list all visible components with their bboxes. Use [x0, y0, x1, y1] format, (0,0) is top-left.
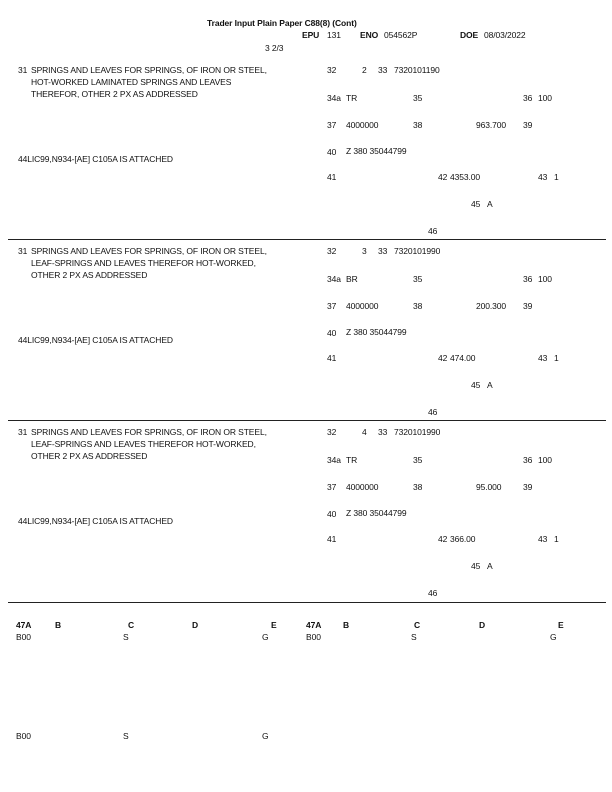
box-37-label: 37 [327, 482, 337, 492]
tax-col-e: E [558, 620, 564, 630]
section-divider [8, 239, 606, 240]
box-44-info: 44LIC99,N934-[AE] C105A IS ATTACHED [18, 335, 173, 345]
box-33-label: 33 [378, 427, 388, 437]
tax-method: S [123, 731, 129, 741]
box-42-label: 42 [438, 172, 448, 182]
previous-document: Z 380 35044799 [346, 327, 407, 337]
box-36-label: 36 [523, 274, 533, 284]
box-37-label: 37 [327, 120, 337, 130]
box-46-label: 46 [428, 407, 438, 417]
box-36-value: 100 [538, 93, 552, 103]
country-of-origin: TR [346, 93, 358, 103]
goods-description-line: THEREFOR, OTHER 2 PX AS ADDRESSED [31, 89, 198, 99]
tax-col-b: B [55, 620, 62, 630]
tax-method: S [411, 632, 417, 642]
goods-description-line: SPRINGS AND LEAVES FOR SPRINGS, OF IRON OR STEEL, [31, 427, 267, 437]
eno-value: 054562P [384, 30, 418, 40]
tax-mop: G [550, 632, 557, 642]
epu-label: EPU [302, 30, 320, 40]
procedure-code: 4000000 [346, 120, 379, 130]
item-value: 474.00 [450, 353, 476, 363]
tax-col-b: B [343, 620, 350, 630]
commodity-code: 7320101990 [394, 427, 441, 437]
goods-description-line: OTHER 2 PX AS ADDRESSED [31, 451, 148, 461]
goods-description-line: HOT-WORKED LAMINATED SPRINGS AND LEAVES [31, 77, 232, 87]
box-41-label: 41 [327, 353, 337, 363]
box-39-label: 39 [523, 301, 533, 311]
previous-document: Z 380 35044799 [346, 146, 407, 156]
procedure-code: 4000000 [346, 482, 379, 492]
box-44-info: 44LIC99,N934-[AE] C105A IS ATTACHED [18, 154, 173, 164]
box-33-label: 33 [378, 246, 388, 256]
box-31-label: 31 [18, 427, 28, 437]
section-divider [8, 420, 606, 421]
box-35-label: 35 [413, 93, 423, 103]
doe-label: DOE [460, 30, 479, 40]
tax-col-c: C [128, 620, 135, 630]
box-46-label: 46 [428, 588, 438, 598]
box-40-label: 40 [327, 509, 337, 519]
epu-value: 131 [327, 30, 341, 40]
box-38-label: 38 [413, 482, 423, 492]
commodity-code: 7320101990 [394, 246, 441, 256]
tax-col-e: E [271, 620, 277, 630]
box-41-label: 41 [327, 534, 337, 544]
box-34a-label: 34a [327, 274, 341, 284]
box-42-label: 42 [438, 534, 448, 544]
box-39-label: 39 [523, 120, 533, 130]
box-45-value: A [487, 199, 493, 209]
box-38-label: 38 [413, 301, 423, 311]
box-39-label: 39 [523, 482, 533, 492]
item-number: 4 [362, 427, 367, 437]
box-35-label: 35 [413, 274, 423, 284]
box-43-label: 43 [538, 353, 548, 363]
box-32-label: 32 [327, 246, 337, 256]
goods-description-line: LEAF-SPRINGS AND LEAVES THEREFOR HOT-WORKED, [31, 258, 256, 268]
tax-col-c: C [414, 620, 421, 630]
goods-description-line: LEAF-SPRINGS AND LEAVES THEREFOR HOT-WORKED, [31, 439, 256, 449]
tax-mop: G [262, 632, 269, 642]
box-43-value: 1 [554, 353, 559, 363]
box-40-label: 40 [327, 147, 337, 157]
tax-section-label: 47A [16, 620, 32, 630]
net-mass: 200.300 [476, 301, 507, 311]
box-45-label: 45 [471, 380, 481, 390]
box-43-value: 1 [554, 172, 559, 182]
tax-type: B00 [306, 632, 321, 642]
net-mass: 95.000 [476, 482, 502, 492]
tax-type: B00 [16, 731, 31, 741]
goods-description-line: SPRINGS AND LEAVES FOR SPRINGS, OF IRON OR STEEL, [31, 65, 267, 75]
doe-value: 08/03/2022 [484, 30, 526, 40]
item-value: 366.00 [450, 534, 476, 544]
box-34a-label: 34a [327, 455, 341, 465]
box-34a-label: 34a [327, 93, 341, 103]
box-45-value: A [487, 380, 493, 390]
box-31-label: 31 [18, 65, 28, 75]
tax-type: B00 [16, 632, 31, 642]
country-of-origin: TR [346, 455, 358, 465]
tax-col-d: D [479, 620, 486, 630]
box-45-label: 45 [471, 561, 481, 571]
tax-method: S [123, 632, 129, 642]
box-36-value: 100 [538, 274, 552, 284]
box-36-label: 36 [523, 93, 533, 103]
goods-description-line: SPRINGS AND LEAVES FOR SPRINGS, OF IRON OR STEEL, [31, 246, 267, 256]
item-number: 2 [362, 65, 367, 75]
page-indicator: 3 2/3 [265, 43, 284, 53]
box-43-label: 43 [538, 534, 548, 544]
box-32-label: 32 [327, 427, 337, 437]
country-of-origin: BR [346, 274, 358, 284]
box-38-label: 38 [413, 120, 423, 130]
section-divider [8, 602, 606, 603]
box-45-value: A [487, 561, 493, 571]
tax-mop: G [262, 731, 269, 741]
box-31-label: 31 [18, 246, 28, 256]
box-42-label: 42 [438, 353, 448, 363]
box-32-label: 32 [327, 65, 337, 75]
box-35-label: 35 [413, 455, 423, 465]
form-title: Trader Input Plain Paper C88(8) (Cont) [207, 18, 357, 28]
box-43-value: 1 [554, 534, 559, 544]
box-36-label: 36 [523, 455, 533, 465]
net-mass: 963.700 [476, 120, 507, 130]
item-number: 3 [362, 246, 367, 256]
box-40-label: 40 [327, 328, 337, 338]
tax-section-label: 47A [306, 620, 322, 630]
tax-col-d: D [192, 620, 199, 630]
item-value: 4353.00 [450, 172, 481, 182]
box-46-label: 46 [428, 226, 438, 236]
box-33-label: 33 [378, 65, 388, 75]
box-36-value: 100 [538, 455, 552, 465]
procedure-code: 4000000 [346, 301, 379, 311]
box-37-label: 37 [327, 301, 337, 311]
previous-document: Z 380 35044799 [346, 508, 407, 518]
box-45-label: 45 [471, 199, 481, 209]
goods-description-line: OTHER 2 PX AS ADDRESSED [31, 270, 148, 280]
eno-label: ENO [360, 30, 379, 40]
commodity-code: 7320101190 [394, 65, 440, 75]
box-44-info: 44LIC99,N934-[AE] C105A IS ATTACHED [18, 516, 173, 526]
box-41-label: 41 [327, 172, 337, 182]
box-43-label: 43 [538, 172, 548, 182]
